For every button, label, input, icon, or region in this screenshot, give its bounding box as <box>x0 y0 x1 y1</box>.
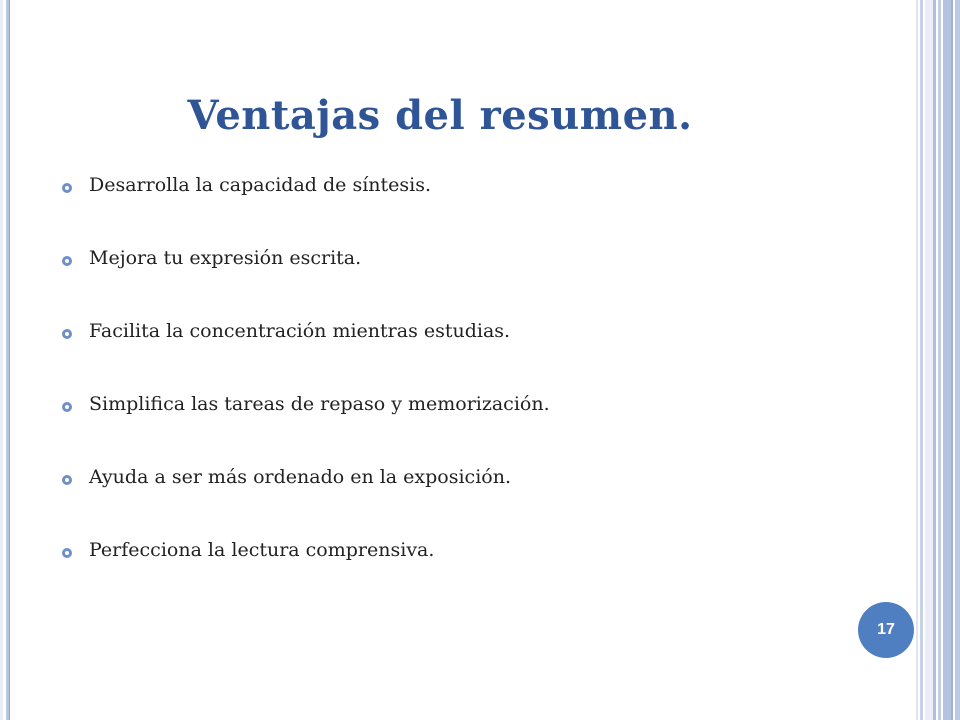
bullet-item <box>62 172 882 245</box>
bullet-marker-icon <box>62 256 72 266</box>
bullet-item <box>62 464 882 537</box>
bullet-item <box>62 245 882 318</box>
bullet-item <box>62 391 882 464</box>
page-number-badge: 17 <box>858 602 914 658</box>
bullet-text: Facilita la concentración mientras estudias. <box>89 320 511 342</box>
right-stripe-decoration <box>916 0 960 720</box>
slide-title: Ventajas del resumen. <box>187 92 693 139</box>
bullet-marker-icon <box>62 183 72 193</box>
bullet-text: Ayuda a ser más ordenado en la exposición. <box>89 466 511 488</box>
bullet-marker-icon <box>62 402 72 412</box>
bullet-item <box>62 537 882 610</box>
bullet-text: Mejora tu expresión escrita. <box>89 247 362 269</box>
bullet-text: Simplifica las tareas de repaso y memorización. <box>89 393 550 415</box>
bullet-list <box>62 172 882 610</box>
bullet-text: Desarrolla la capacidad de síntesis. <box>89 174 431 196</box>
bullet-marker-icon <box>62 548 72 558</box>
bullet-marker-icon <box>62 475 72 485</box>
bullet-item <box>62 318 882 391</box>
bullet-marker-icon <box>62 329 72 339</box>
bullet-text: Perfecciona la lectura comprensiva. <box>89 539 435 561</box>
